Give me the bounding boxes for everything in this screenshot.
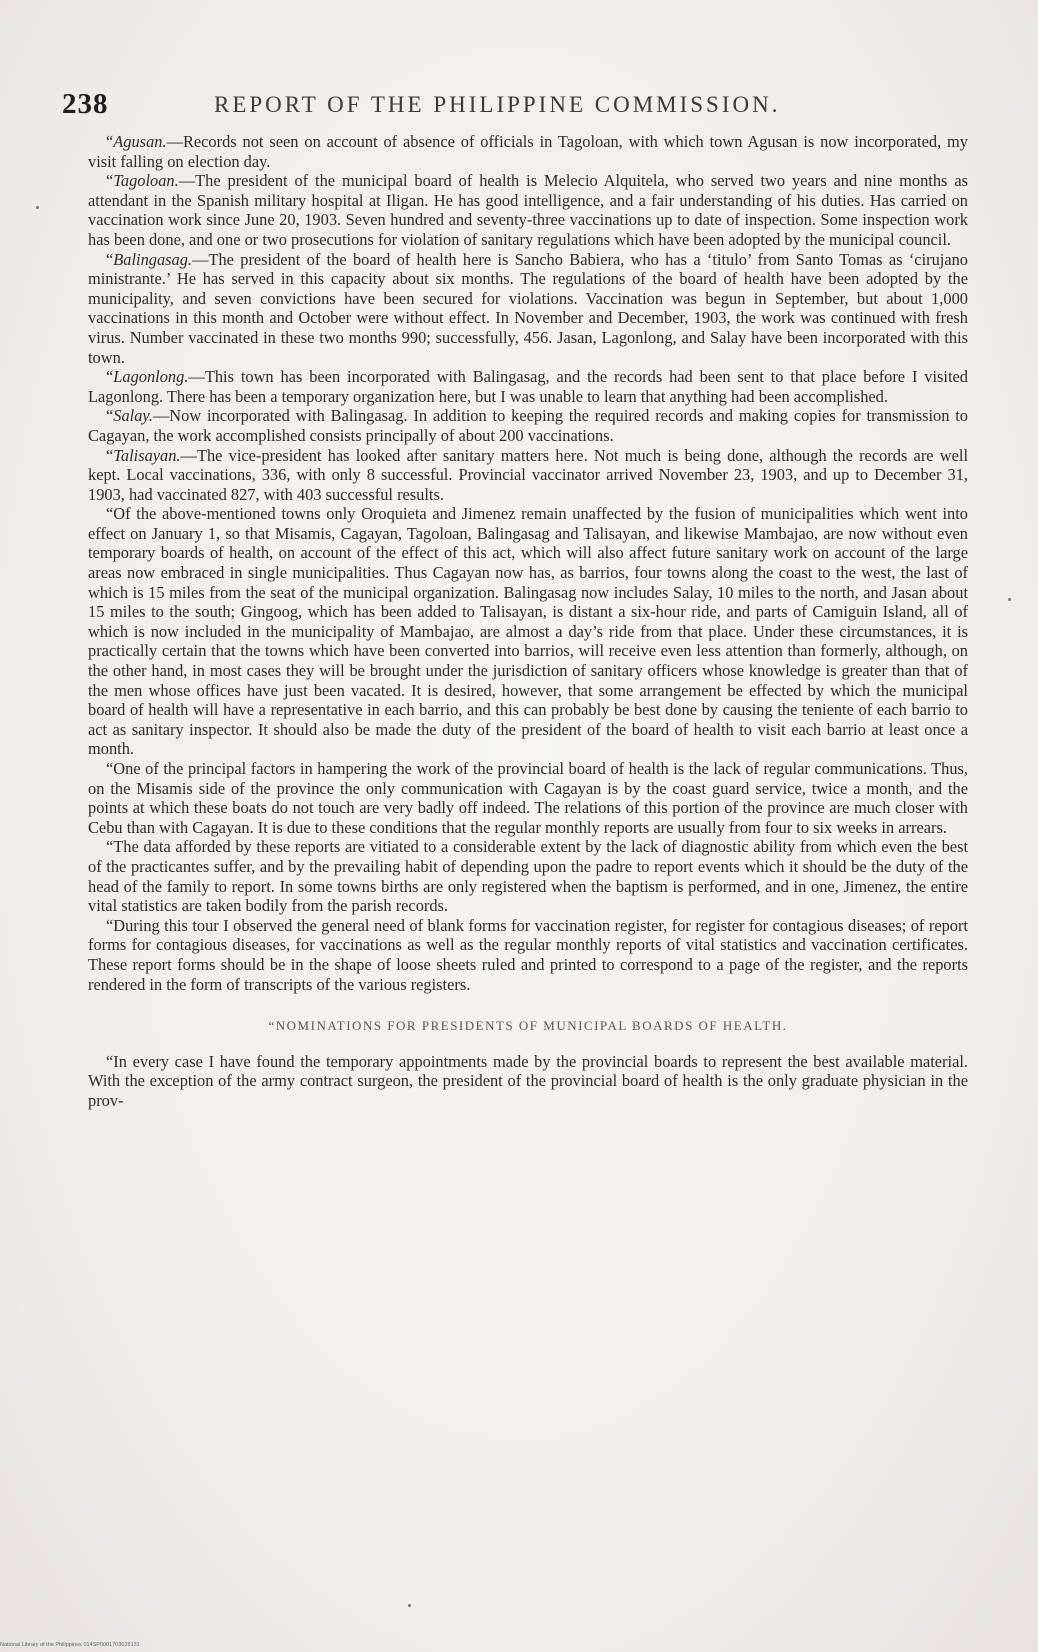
paragraph-forms: “During this tour I observed the general need of blank forms for vaccination register, for register for contagious diseases; of report forms for contagious diseases, for vaccinations as well as the regular monthly reports of vital statistics and vaccination certificates. These report forms should be in the shape of loose sheets ruled and printed to correspond to a page of the register, and the reports rendered in the form of transcripts of the various registers.	[88, 915, 968, 994]
paragraph-communications: “One of the principal factors in hampering the work of the provincial board of health is the lack of regular communications. Thus, on the Misamis side of the province the only communication with Cagayan is by the coast guard service, twice a month, and the points at which these boats do not touch are very badly off indeed. The relations of this portion of the province are much closer with Cebu than with Cagayan. It is due to these conditions that the regular monthly reports are usually from four to six weeks in arrears.	[88, 759, 968, 837]
place-name: Tagoloan.	[113, 171, 179, 191]
paragraph-text: —The president of the municipal board of health is Melecio Alquitela, who served two years and nine months as attendant in the Spanish military hospital at Iligan. He has good intelligence, and a fair understanding of his duties. Has carried on vaccination work since June 20, 1903. Seven hundred and seventy-three vaccinations up to date of inspection. Some inspection work has been done, and one or two prosecutions for violation of sanitary regulations which have been adopted by the municipal council.	[88, 171, 968, 249]
place-name: Lagonlong.	[113, 367, 189, 387]
paragraph-text: —This town has been incorporated with Balingasag, and the records had been sent to that place before I visited Lagonlong. There has been a temporary organization here, but I was unable to learn that anything had been accomplished.	[88, 367, 968, 406]
section-subhead: “NOMINATIONS FOR PRESIDENTS OF MUNICIPAL BOARDS OF HEALTH.	[268, 1018, 788, 1034]
place-name: Agusan.	[113, 132, 167, 151]
paragraph-balingasag: “Balingasag.—The president of the board of health here is Sancho Babiera, who has a ‘titulo’ from Santo Tomas as ‘cirujano ministrante.’ He has served in this capacity about six months. The regulations of the board of health have been adopted by the municipality, and seven convictions have been secured for violations. Vaccination was begun in September, but about 1,000 vaccinations in this month and October were without effect. In November and December, 1903, the work was continued with fresh virus. Number vaccinated in these two months 990; successfully, 456. Jasan, Lagonlong, and Salay have been incorporated with this town.	[88, 249, 968, 367]
scan-speck	[1008, 598, 1011, 601]
paragraph-salay: “Salay.—Now incorporated with Balingasag. In addition to keeping the required records and making copies for transmission to Cagayan, the work accomplished consists principally of about 200 vaccinations.	[88, 406, 968, 445]
paragraph-lagonlong: “Lagonlong.—This town has been incorporated with Balingasag, and the records had been sent to that place before I visited Lagonlong. There has been a temporary organization here, but I was unable to learn that anything had been accomplished.	[88, 367, 968, 406]
report-body	[88, 132, 968, 1111]
scan-speck	[36, 206, 39, 209]
paragraph-talisayan: “Talisayan.—The vice-president has looked after sanitary matters here. Not much is being done, although the records are well kept. Local vaccinations, 336, with only 8 successful. Provincial vaccinator arrived November 23, 1903, and up to December 31, 1903, had vaccinated 827, with 403 successful results.	[88, 445, 968, 504]
paragraph-text: —The vice-president has looked after sanitary matters here. Not much is being done, although the records are well kept. Local vaccinations, 336, with only 8 successful. Provincial vaccinator arrived November 23, 1903, and up to December 31, 1903, had vaccinated 827, with 403 successful results.	[88, 445, 968, 504]
paragraph-data: “The data afforded by these reports are vitiated to a considerable extent by the lack of diagnostic ability from which even the best of the practicantes suffer, and by the prevailing habit of depending upon the padre to report events which it should be the duty of the head of the family to report. In some towns births are only registered when the baptism is performed, and in one, Jimenez, the entire vital statistics are taken bodily from the parish records.	[88, 837, 968, 916]
paragraph-text: —Records not seen on account of absence of officials in Tagoloan, with which town Agusan is now incorporated, my visit falling on election day.	[88, 132, 968, 171]
paragraph-fusion: “Of the above-mentioned towns only Oroquieta and Jimenez remain unaffected by the fusion of municipalities which went into effect on January 1, so that Misamis, Cagayan, Tagoloan, Balingasag and Talisayan, and likewise Mambajao, are now without even temporary boards of health, on account of the effect of this act, which will also affect future sanitary work on account of the large areas now embraced in single municipalities. Thus Cagayan now has, as barrios, four towns along the coast to the west, the last of which is 15 miles from the seat of the municipal organization. Balingasag now includes Salay, 10 miles to the north, and Jasan about 15 miles to the south; Gingoog, which has been added to Talisayan, is distant a six-hour ride, and parts of Camiguin Island, all of which is now included in the municipality of Mambajao, are almost a day’s ride from that place. Under these circumstances, it is practically certain that the towns which have been converted into barrios, will receive even less attention than formerly, although, on the other hand, in most cases they will be brought under the jurisdiction of sanitary officers whose knowledge is greater than that of the men whose offices have just been vacated. It is desired, however, that some arrangement be effected by which the municipal board of health will have a representative in each barrio, and this can probably be best done by causing the teniente of each barrio to act as sanitary inspector. It should also be made the duty of the president of the board of health to visit each barrio at least once a month.	[88, 504, 968, 759]
paragraph-agusan: “Agusan.—Records not seen on account of absence of officials in Tagoloan, with which town Agusan is now incorporated, my visit falling on election day.	[88, 132, 968, 171]
page-number: 238	[62, 88, 109, 120]
running-head: REPORT OF THE PHILIPPINE COMMISSION.	[214, 92, 781, 117]
paragraph-text: —The president of the board of health here is Sancho Babiera, who has a ‘titulo’ from Santo Tomas as ‘cirujano ministrante.’ He has served in this capacity about six months. The regulations of the board of health have been adopted by the municipality, and seven convictions have been secured for violations. Vaccination was begun in September, but about 1,000 vaccinations in this month and October were without effect. In November and December, 1903, the work was continued with fresh virus. Number vaccinated in these two months 990; successfully, 456. Jasan, Lagonlong, and Salay have been incorporated with this town.	[88, 249, 968, 367]
place-name: Salay.	[113, 406, 153, 426]
paragraph-tagoloan: “Tagoloan.—The president of the municipal board of health is Melecio Alquitela, who served two years and nine months as attendant in the Spanish military hospital at Iligan. He has good intelligence, and a fair understanding of his duties. Has carried on vaccination work since June 20, 1903. Seven hundred and seventy-three vaccinations up to date of inspection. Some inspection work has been done, and one or two prosecutions for violation of sanitary regulations which have been adopted by the municipal council.	[88, 171, 968, 249]
page-header	[62, 88, 962, 124]
paragraph-text: —Now incorporated with Balingasag. In addition to keeping the required records and making copies for transmission to Cagayan, the work accomplished consists principally of about 200 vaccinations.	[88, 406, 968, 445]
place-name: Balingasag.	[113, 249, 193, 269]
scan-speck	[408, 1604, 411, 1607]
paragraph-appointments: “In every case I have found the temporary appointments made by the provincial boards to represent the best available material. With the exception of the army contract surgeon, the president of the provincial board of health is the only graduate physician in the prov-	[88, 1051, 968, 1110]
scan-footer: National Library of the Philippines 014SP0001703028131	[0, 1642, 140, 1648]
place-name: Talisayan.	[113, 445, 181, 465]
